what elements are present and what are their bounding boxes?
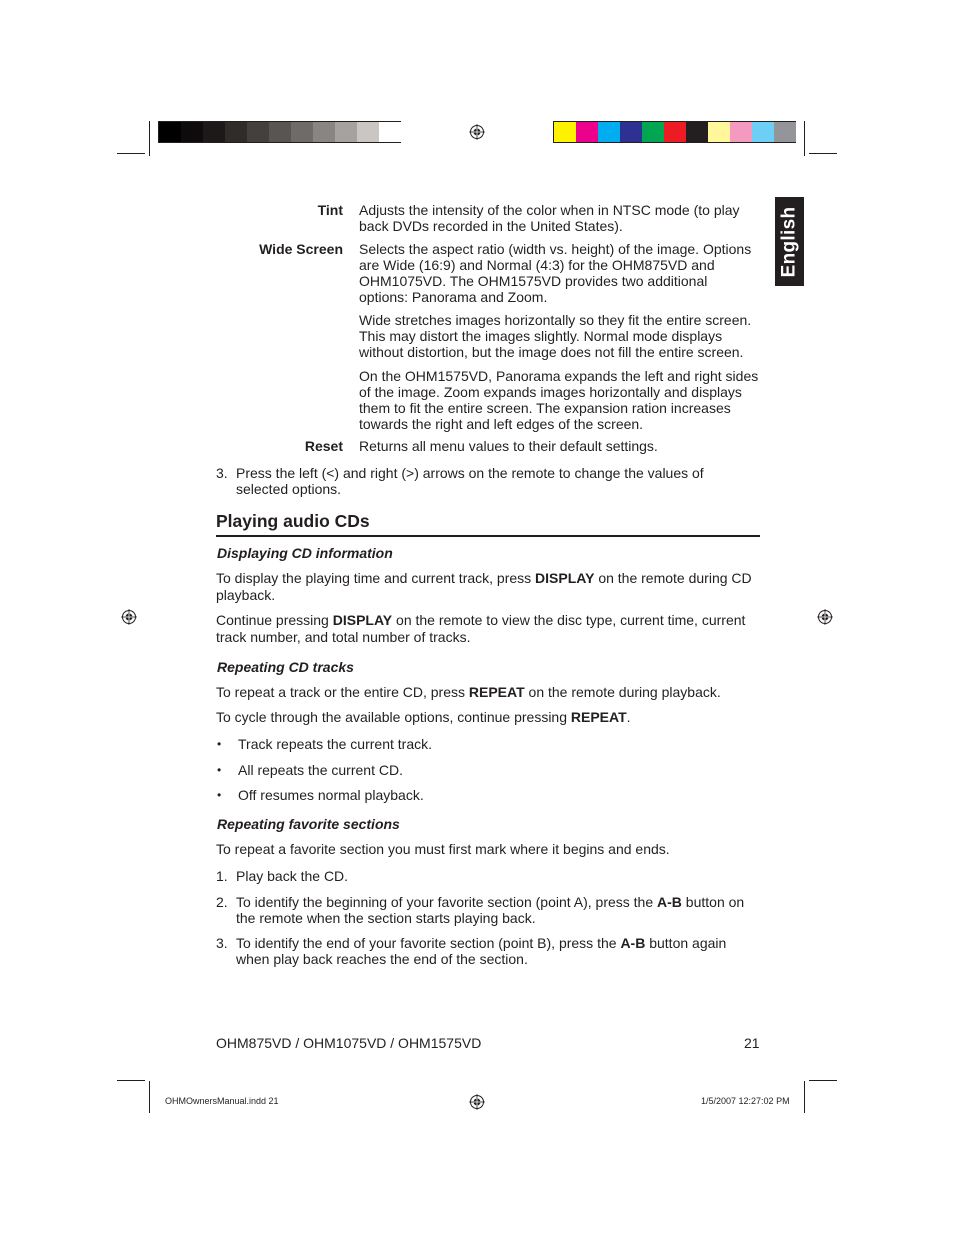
- gray-swatch: [159, 122, 181, 142]
- slug-date: 1/5/2007 12:27:02 PM: [701, 1096, 790, 1106]
- crop-mark: [809, 153, 837, 154]
- color-swatch: [774, 122, 796, 142]
- gray-swatch: [313, 122, 335, 142]
- step-number: 2.: [216, 894, 228, 910]
- color-swatch: [598, 122, 620, 142]
- def-wide-screen-p2: Wide stretches images horizontally so they fit the entire screen. This may distort the images slightly. Normal mode displays without distortion, but the image does not fill the entire screen.: [359, 312, 752, 360]
- paragraph: To display the playing time and current track, press DISPLAY on the remote during CD playback.: [216, 570, 752, 603]
- language-tab-label: English: [778, 206, 800, 277]
- gray-swatch: [291, 122, 313, 142]
- paragraph: To cycle through the available options, continue pressing REPEAT.: [216, 709, 631, 725]
- def-tint: Adjusts the intensity of the color when in NTSC mode (to play back DVDs recorded in the United States).: [359, 202, 740, 234]
- color-swatch: [708, 122, 730, 142]
- section-title: Playing audio CDs: [216, 511, 370, 531]
- list-item: Off resumes normal playback.: [238, 787, 424, 803]
- def-reset: Returns all menu values to their default settings.: [359, 438, 658, 454]
- gray-swatch: [181, 122, 203, 142]
- bullet-icon: •: [217, 737, 222, 751]
- crop-mark: [149, 121, 150, 156]
- def-wide-screen-p1: Selects the aspect ratio (width vs. height) of the image. Options are Wide (16:9) and Normal (4:3) for the OHM875VD and OHM1075VD. The OHM1575VD provides two additional options: Panorama and Zoom.: [359, 241, 752, 305]
- gray-swatch: [357, 122, 379, 142]
- gray-swatch: [379, 122, 401, 142]
- step-text: To identify the end of your favorite section (point B), press the A-B button again when play back reaches the end of the section.: [236, 935, 727, 967]
- gray-swatch: [269, 122, 291, 142]
- registration-mark-icon: [469, 124, 485, 140]
- gray-swatch: [335, 122, 357, 142]
- step-text: To identify the beginning of your favorite section (point A), press the A-B button on the remote when the section starts playing back.: [236, 894, 745, 926]
- grayscale-calibration-bar: [158, 121, 401, 143]
- color-swatch: [686, 122, 708, 142]
- step-number: 3.: [216, 465, 228, 481]
- step-text: Play back the CD.: [236, 868, 349, 884]
- paragraph: To repeat a favorite section you must first mark where it begins and ends.: [216, 841, 670, 857]
- crop-mark: [117, 153, 145, 154]
- gray-swatch: [203, 122, 225, 142]
- def-wide-screen-p3: On the OHM1575VD, Panorama expands the left and right sides of the image. Zoom expands images horizontally and displays them to fit the entire screen. The expansion ration increases towards the right and left edges of the screen.: [359, 368, 759, 432]
- list-item: All repeats the current CD.: [238, 762, 403, 778]
- slug-filename: OHMOwnersManual.indd 21: [165, 1096, 279, 1106]
- color-swatch: [752, 122, 774, 142]
- color-swatch: [554, 122, 576, 142]
- paragraph: To repeat a track or the entire CD, press REPEAT on the remote during playback.: [216, 684, 721, 700]
- subheading-displaying: Displaying CD information: [217, 545, 393, 561]
- section-rule: [216, 535, 760, 537]
- crop-mark: [117, 1080, 145, 1081]
- language-side-tab: [775, 197, 804, 286]
- subheading-favorite: Repeating favorite sections: [217, 816, 400, 832]
- step-number: 1.: [216, 868, 228, 884]
- term-tint: Tint: [317, 202, 343, 218]
- color-swatch: [730, 122, 752, 142]
- bullet-icon: •: [217, 788, 222, 802]
- paragraph: Continue pressing DISPLAY on the remote to view the disc type, current time, current track number, and total number of tracks.: [216, 612, 746, 645]
- term-wide-screen: Wide Screen: [259, 241, 343, 257]
- color-swatch: [576, 122, 598, 142]
- crop-mark: [804, 1081, 805, 1113]
- step-number: 3.: [216, 935, 228, 951]
- color-swatch: [664, 122, 686, 142]
- registration-mark-icon: [817, 609, 833, 625]
- footer-models: OHM875VD / OHM1075VD / OHM1575VD: [216, 1035, 482, 1051]
- page-number: 21: [744, 1035, 760, 1051]
- crop-mark: [149, 1081, 150, 1113]
- subheading-repeating: Repeating CD tracks: [217, 659, 354, 675]
- color-swatch: [642, 122, 664, 142]
- term-reset: Reset: [304, 438, 343, 454]
- color-calibration-bar: [553, 121, 796, 143]
- list-item: Track repeats the current track.: [238, 736, 432, 752]
- crop-mark: [809, 1080, 837, 1081]
- bullet-icon: •: [217, 763, 222, 777]
- registration-mark-icon: [469, 1094, 485, 1110]
- step-text: Press the left (<) and right (>) arrows on the remote to change the values of selected options.: [236, 465, 704, 497]
- gray-swatch: [247, 122, 269, 142]
- registration-mark-icon: [121, 609, 137, 625]
- crop-mark: [804, 121, 805, 156]
- gray-swatch: [225, 122, 247, 142]
- color-swatch: [620, 122, 642, 142]
